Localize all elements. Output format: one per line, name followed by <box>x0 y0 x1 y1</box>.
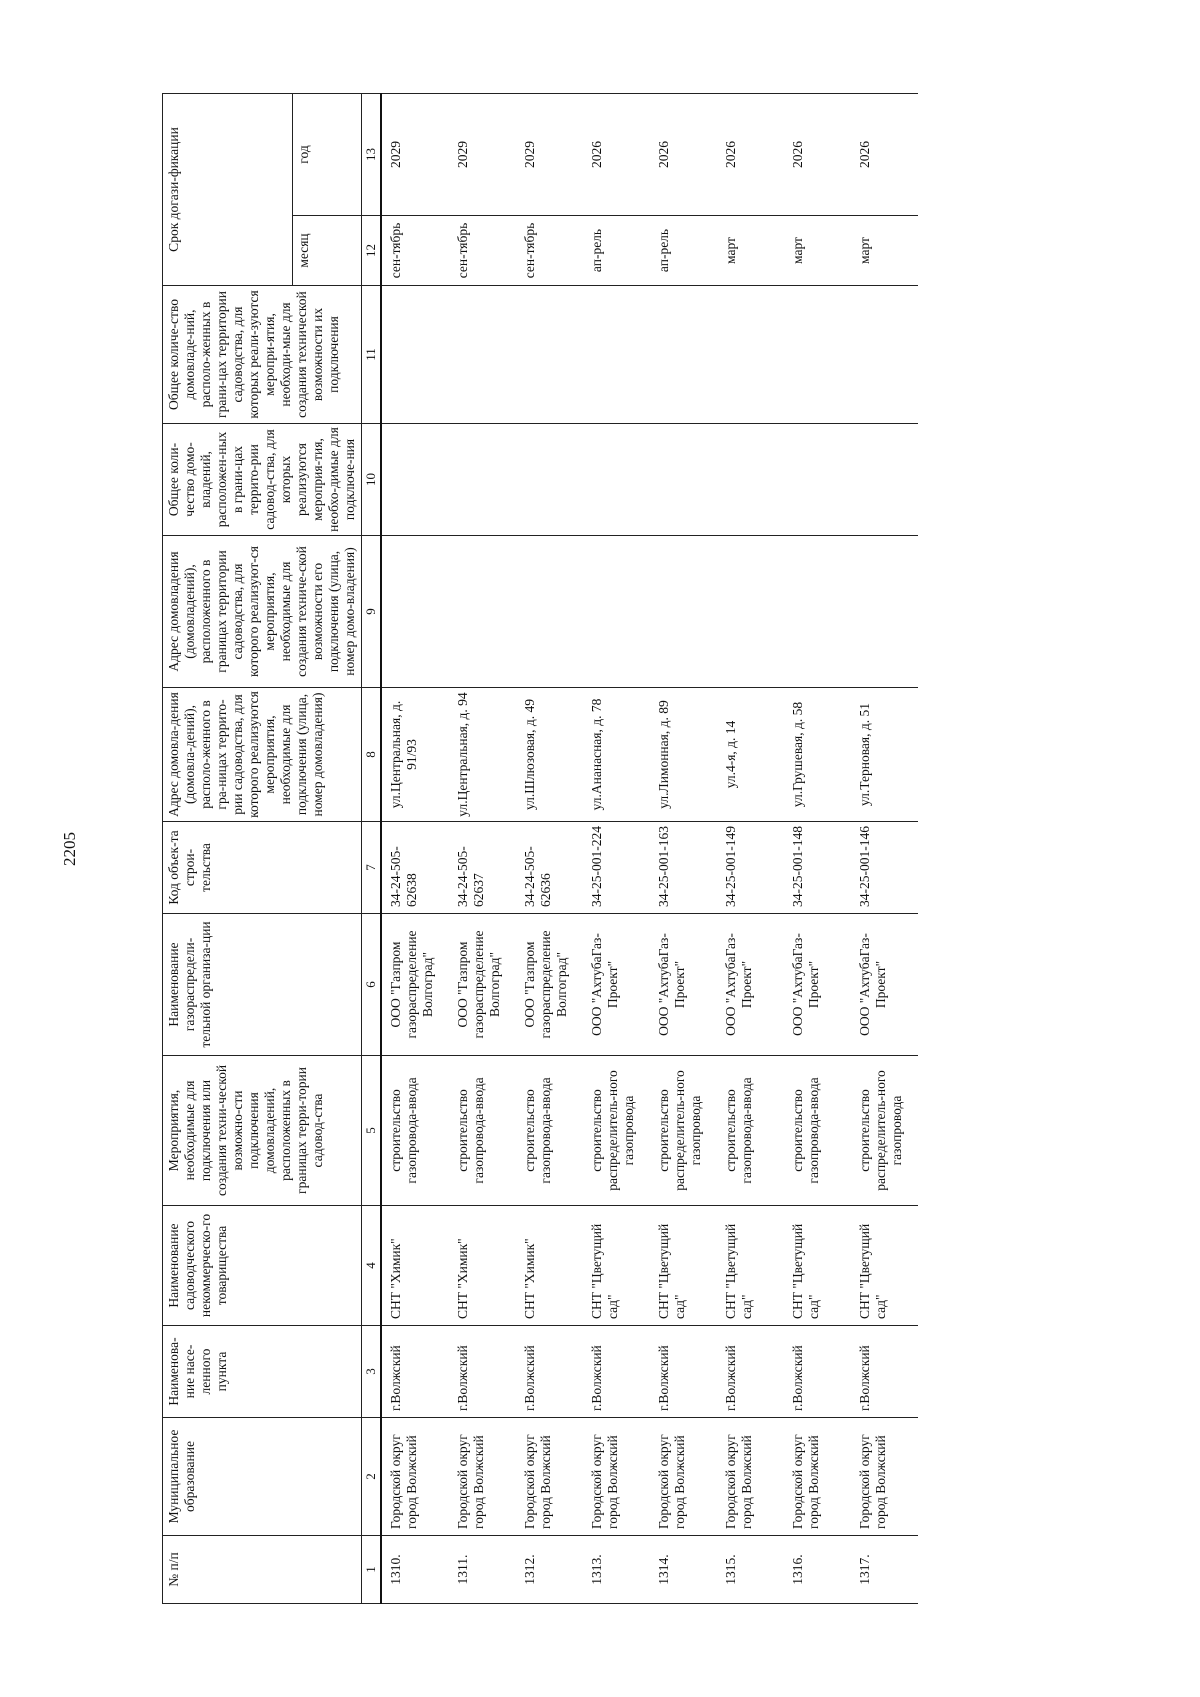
cell-settlement: г.Волжский <box>650 1326 717 1418</box>
header-count-technical: Общее количе-ство домовладе-ний, располо-женных в грани-цах территории садоводства, для которых реали-зуются меропри-ятия, необходи-мые для создания технической возможности их подключения <box>163 286 362 424</box>
cell-settlement: г.Волжский <box>784 1326 851 1418</box>
cell-count-connection <box>717 424 784 536</box>
column-number: 13 <box>362 93 382 215</box>
cell-municipality: Городской округ город Волжский <box>516 1418 583 1536</box>
column-number: 1 <box>362 1536 382 1604</box>
table-row <box>516 93 583 1603</box>
column-number: 3 <box>362 1326 382 1418</box>
cell-count-connection <box>851 424 918 536</box>
cell-count-technical <box>583 286 650 424</box>
cell-count-connection <box>449 424 516 536</box>
table-row <box>717 93 784 1603</box>
cell-snt-name: СНТ "Цветущий сад" <box>717 1206 784 1326</box>
cell-object-code: 34-25-001-149 <box>717 822 784 914</box>
cell-municipality: Городской округ город Волжский <box>784 1418 851 1536</box>
cell-count-technical <box>717 286 784 424</box>
header-municipality: Муниципальное образование <box>163 1418 362 1536</box>
cell-address-technical <box>650 536 717 688</box>
header-address-connection: Адрес домовла-дения (домовла-дений), располо-женного в гра-ницах террито-рии садоводства, для которого реализуются мероприятия, необходимые для подключения (улица, номер домовладения) <box>163 688 362 822</box>
cell-gas-organization: ООО "АхтубаГаз-Проект" <box>784 914 851 1056</box>
header-address-technical: Адрес домовладения (домовладений), расположенного в границах территории садоводства, для которого реализуют-ся мероприятия, необходимые для создания техниче-ской возможности его подключения (улица, номер домо-владения) <box>163 536 362 688</box>
header-snt-name: Наименование садоводческого некоммерческо-го товарищества <box>163 1206 362 1326</box>
cell-snt-name: СНТ "Химик" <box>516 1206 583 1326</box>
cell-count-technical <box>516 286 583 424</box>
cell-address-technical <box>717 536 784 688</box>
header-deadline: Срок догази-фикации <box>163 93 293 285</box>
cell-measure: строительство газопровода-ввода <box>449 1056 516 1206</box>
cell-deadline-year: 2029 <box>449 93 516 215</box>
cell-settlement: г.Волжский <box>851 1326 918 1418</box>
cell-snt-name: СНТ "Цветущий сад" <box>583 1206 650 1326</box>
cell-address-technical <box>516 536 583 688</box>
cell-row-number: 1316. <box>784 1536 851 1604</box>
column-number: 5 <box>362 1056 382 1206</box>
cell-object-code: 34-25-001-148 <box>784 822 851 914</box>
header-settlement: Наименова-ние насе-ленного пункта <box>163 1326 362 1418</box>
cell-deadline-year: 2029 <box>516 93 583 215</box>
cell-address-connection: ул.Шлюзовая, д. 49 <box>516 688 583 822</box>
cell-gas-organization: ООО "Газпром газораспределение Волгоград" <box>449 914 516 1056</box>
cell-count-technical <box>851 286 918 424</box>
cell-gas-organization: ООО "Газпром газораспределение Волгоград" <box>381 914 449 1056</box>
cell-deadline-year: 2026 <box>851 93 918 215</box>
cell-deadline-month: сен-тябрь <box>516 216 583 286</box>
cell-deadline-month: март <box>717 216 784 286</box>
table-row <box>381 93 449 1603</box>
cell-settlement: г.Волжский <box>583 1326 650 1418</box>
cell-object-code: 34-25-001-163 <box>650 822 717 914</box>
cell-deadline-month: март <box>784 216 851 286</box>
cell-snt-name: СНТ "Цветущий сад" <box>851 1206 918 1326</box>
page-number: 2205 <box>60 832 79 866</box>
table-row <box>650 93 717 1603</box>
cell-deadline-year: 2026 <box>650 93 717 215</box>
cell-municipality: Городской округ город Волжский <box>717 1418 784 1536</box>
column-number: 12 <box>362 216 382 286</box>
cell-row-number: 1313. <box>583 1536 650 1604</box>
cell-measure: строительство газопровода-ввода <box>516 1056 583 1206</box>
cell-snt-name: СНТ "Химик" <box>381 1206 449 1326</box>
cell-settlement: г.Волжский <box>449 1326 516 1418</box>
cell-measure: строительство распределитель-ного газопровода <box>650 1056 717 1206</box>
cell-settlement: г.Волжский <box>381 1326 449 1418</box>
column-number: 4 <box>362 1206 382 1326</box>
cell-row-number: 1312. <box>516 1536 583 1604</box>
column-number: 9 <box>362 536 382 688</box>
cell-address-connection: ул.Центральная, д. 91/93 <box>381 688 449 822</box>
cell-object-code: 34-25-001-224 <box>583 822 650 914</box>
cell-snt-name: СНТ "Цветущий сад" <box>784 1206 851 1326</box>
cell-deadline-year: 2026 <box>583 93 650 215</box>
column-number: 11 <box>362 286 382 424</box>
cell-deadline-year: 2029 <box>381 93 449 215</box>
cell-row-number: 1310. <box>381 1536 449 1604</box>
table-row <box>851 93 918 1603</box>
cell-address-technical <box>449 536 516 688</box>
cell-measure: строительство газопровода-ввода <box>717 1056 784 1206</box>
cell-address-technical <box>784 536 851 688</box>
table-row <box>449 93 516 1603</box>
cell-count-technical <box>449 286 516 424</box>
cell-snt-name: СНТ "Химик" <box>449 1206 516 1326</box>
cell-address-connection: ул.Лимонная, д. 89 <box>650 688 717 822</box>
cell-object-code: 34-24-505-62637 <box>449 822 516 914</box>
cell-measure: строительство газопровода-ввода <box>381 1056 449 1206</box>
cell-row-number: 1315. <box>717 1536 784 1604</box>
table-row <box>583 93 650 1603</box>
cell-snt-name: СНТ "Цветущий сад" <box>650 1206 717 1326</box>
cell-municipality: Городской округ город Волжский <box>851 1418 918 1536</box>
cell-deadline-month: ап-рель <box>583 216 650 286</box>
cell-address-connection: ул.4-я, д. 14 <box>717 688 784 822</box>
cell-gas-organization: ООО "АхтубаГаз-Проект" <box>650 914 717 1056</box>
cell-gas-organization: ООО "АхтубаГаз-Проект" <box>717 914 784 1056</box>
cell-address-technical <box>851 536 918 688</box>
cell-measure: строительство газопровода-ввода <box>784 1056 851 1206</box>
cell-row-number: 1311. <box>449 1536 516 1604</box>
cell-gas-organization: ООО "АхтубаГаз-Проект" <box>583 914 650 1056</box>
cell-address-connection: ул.Ананасная, д. 78 <box>583 688 650 822</box>
cell-object-code: 34-24-505-62636 <box>516 822 583 914</box>
cell-deadline-year: 2026 <box>784 93 851 215</box>
cell-deadline-year: 2026 <box>717 93 784 215</box>
cell-address-connection: ул.Центральная, д. 94 <box>449 688 516 822</box>
table-row <box>784 93 851 1603</box>
cell-settlement: г.Волжский <box>717 1326 784 1418</box>
column-number: 6 <box>362 914 382 1056</box>
cell-address-technical <box>381 536 449 688</box>
cell-count-technical <box>650 286 717 424</box>
cell-deadline-month: ап-рель <box>650 216 717 286</box>
cell-count-connection <box>516 424 583 536</box>
cell-municipality: Городской округ город Волжский <box>583 1418 650 1536</box>
table-body <box>381 93 918 1603</box>
cell-count-technical <box>784 286 851 424</box>
cell-count-connection <box>381 424 449 536</box>
cell-object-code: 34-25-001-146 <box>851 822 918 914</box>
cell-deadline-month: сен-тябрь <box>381 216 449 286</box>
cell-address-technical <box>583 536 650 688</box>
cell-row-number: 1314. <box>650 1536 717 1604</box>
cell-address-connection: ул.Грушевая, д. 58 <box>784 688 851 822</box>
cell-deadline-month: сен-тябрь <box>449 216 516 286</box>
header-number: № п/п <box>163 1536 362 1604</box>
cell-settlement: г.Волжский <box>516 1326 583 1418</box>
cell-count-connection <box>784 424 851 536</box>
column-number: 7 <box>362 822 382 914</box>
cell-row-number: 1317. <box>851 1536 918 1604</box>
cell-object-code: 34-24-505-62638 <box>381 822 449 914</box>
header-object-code: Код объек-та строи-тельства <box>163 822 362 914</box>
header-month: месяц <box>293 216 362 286</box>
rotated-table-container <box>162 94 1032 1604</box>
header-count-connection: Общее коли-чество домо-владений, расположен-ных в грани-цах террито-рии садовод-ства, для которых реализуются мероприя-тия, необхо-димые для подключе-ния <box>163 424 362 536</box>
column-number: 8 <box>362 688 382 822</box>
cell-count-connection <box>650 424 717 536</box>
header-gas-organization: Наименование газораспредели-тельной организа-ции <box>163 914 362 1056</box>
column-number: 10 <box>362 424 382 536</box>
column-number: 2 <box>362 1418 382 1536</box>
cell-municipality: Городской округ город Волжский <box>650 1418 717 1536</box>
cell-gas-organization: ООО "АхтубаГаз-Проект" <box>851 914 918 1056</box>
cell-address-connection: ул.Терновая, д. 51 <box>851 688 918 822</box>
cell-count-connection <box>583 424 650 536</box>
cell-count-technical <box>381 286 449 424</box>
column-numbers-row <box>362 93 382 1603</box>
cell-gas-organization: ООО "Газпром газораспределение Волгоград" <box>516 914 583 1056</box>
gasification-table <box>162 93 918 1604</box>
header-year: год <box>293 93 362 215</box>
cell-measure: строительство распределитель-ного газопровода <box>851 1056 918 1206</box>
cell-municipality: Городской округ город Волжский <box>381 1418 449 1536</box>
cell-municipality: Городской округ город Волжский <box>449 1418 516 1536</box>
header-measures: Мероприятия, необходимые для подключения или создания техни-ческой возможно-сти подключения домовладений, расположенных в границах терри-тории садовод-ства <box>163 1056 362 1206</box>
cell-measure: строительство распределитель-ного газопровода <box>583 1056 650 1206</box>
cell-deadline-month: март <box>851 216 918 286</box>
